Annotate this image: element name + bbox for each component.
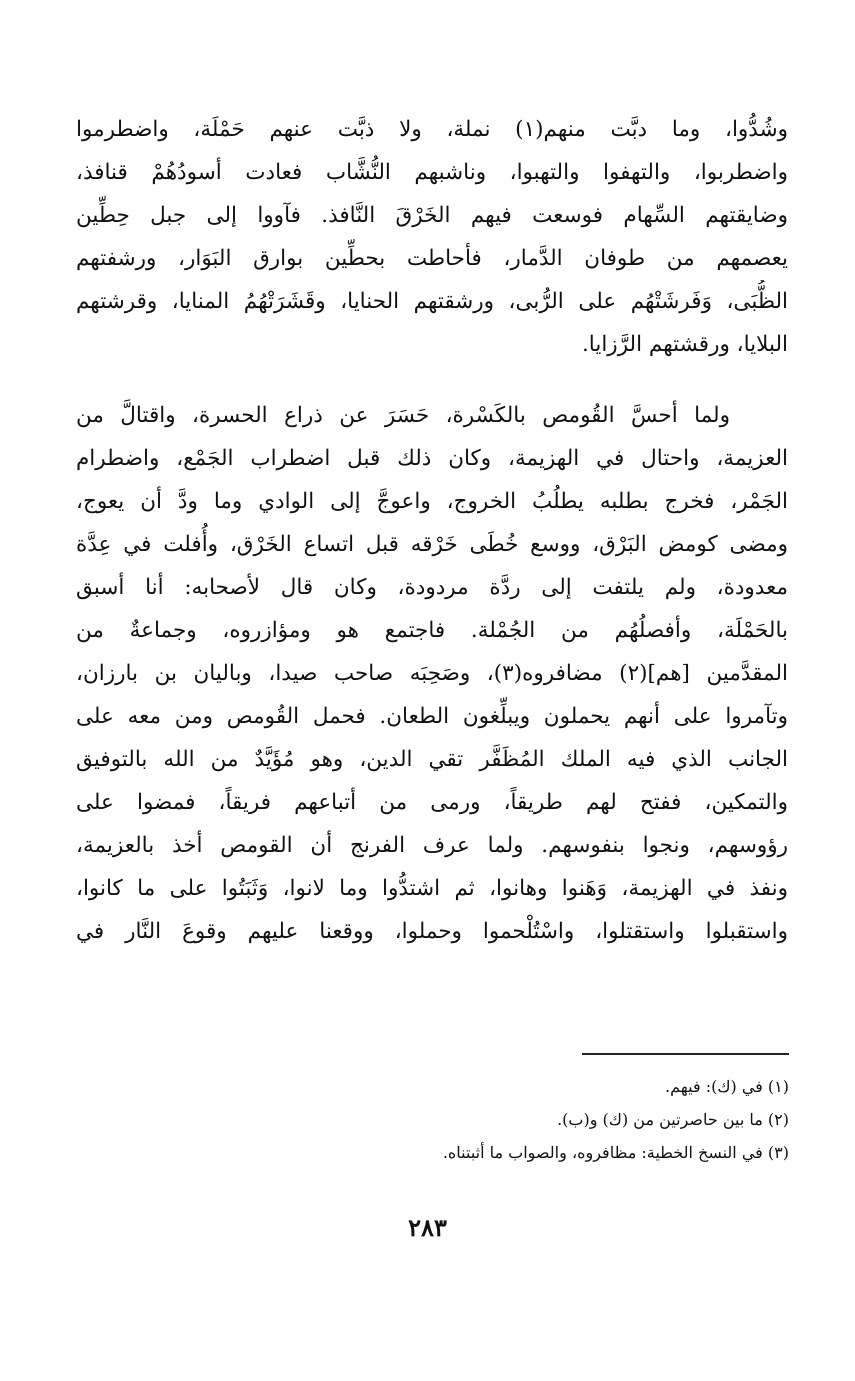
main-text [76,108,788,953]
text-line: البلايا، ورقشتهم الرَّزايا. [581,332,788,357]
text-line: الجانب الذي فيه الملك المُظَفَّر تقي الدين، وهو مُؤَيَّدٌ من الله بالتوفيق [76,747,788,772]
text-line: وتآمروا على أنهم يحملون ويبلِّغون الطعان. فحمل القُومص ومن معه على [76,704,788,729]
paragraph-1 [76,108,788,366]
text-line: بالحَمْلَة، وأفصلُهُم من الجُمْلة. فاجتمع هو ومؤازروه، وجماعةٌ من [76,618,788,643]
footnote-separator [582,1053,789,1055]
text-line: معدودة، ولم يلتفت إلى ردَّة مردودة، وكان قال لأصحابه: أنا أسبق [76,575,788,600]
text-line: واضطربوا، والتهفوا والتهبوا، وناشبهم النُّشَّاب فعادت أسودُهُمْ قنافذ، [76,160,788,185]
text-line: ومضى كومض البَرْق، ووسع خُطَى خَرْقه قبل اتساع الخَرْق، وأُفلت في عِدَّة [76,532,788,557]
text-line: واستقبلوا واستقتلوا، واسْتُلْحموا وحملوا، ووقعنا عليهم وقوعَ النَّار في [76,919,788,944]
text-line: ولما أحسَّ القُومص بالكَسْرة، حَسَرَ عن ذراع الحسرة، واقتالَّ من [76,403,730,428]
text-line: الجَمْر، فخرج بطلبه يطلُبُ الخروج، واعوجَّ إلى الوادي وما ودَّ أن يعوج، [76,489,788,514]
text-line: المقدَّمين [هم](٢) مضافروه(٣)، وصَحِبَه صاحب صيدا، وباليان بن بارزان، [76,661,788,686]
paragraph-gap [76,366,788,394]
footnotes [77,1070,789,1169]
paragraph-2 [76,394,788,953]
text-line: ونفذ في الهزيمة، وَهَنوا وهانوا، ثم اشتدُّوا وما لانوا، وَثَبَتُوا على ما كانوا، [76,876,788,901]
footnote-2: (٢) ما بين حاصرتين من (ك) و(ب). [557,1110,789,1129]
text-line: وشُدُّوا، وما دبَّت منهم(١) نملة، ولا ذبَّت عنهم حَمْلَة، واضطرموا [76,117,788,142]
text-line: رؤوسهم، ونجوا بنفوسهم. ولما عرف الفرنج أن القومص أخذ بالعزيمة، [76,833,788,858]
text-line: الظُّبَى، وَفَرشَتْهُم على الرُّبى، ورشقتهم الحنايا، وقَشَرَتْهُمُ المنايا، وقرشتهم [76,289,788,314]
footnote-3: (٣) في النسخ الخطية: مظافروه، والصواب ما أثبتناه. [442,1143,789,1162]
text-line: وضايقتهم السِّهام فوسعت فيهم الخَرْقَ النَّافذ. فآووا إلى جبل حِطِّين [76,203,788,228]
page-number: ٢٨٣ [408,1213,447,1242]
text-line: العزيمة، واحتال في الهزيمة، وكان ذلك قبل اضطراب الجَمْع، واضطرام [76,446,788,471]
text-line: والتمكين، ففتح لهم طريقاً، ورمى من أتباعهم فريقاً، فمضوا على [76,790,788,815]
footnote-1: (١) في (ك): فيهم. [665,1077,789,1096]
text-line: يعصمهم من طوفان الدَّمار، فأحاطت بحطِّين بوارق البَوَار، ورشفتهم [76,246,788,271]
